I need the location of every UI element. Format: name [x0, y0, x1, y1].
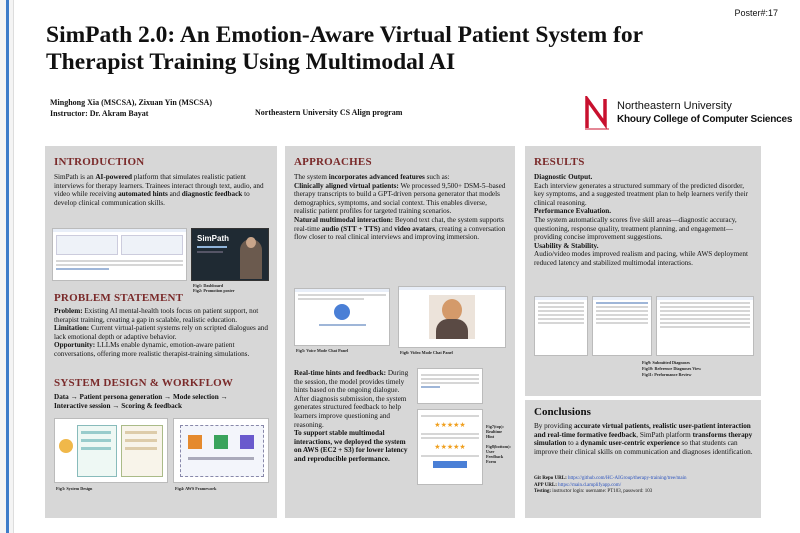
logo-line-1: Northeastern University	[617, 100, 732, 112]
fig4-caption: Fig4: AWS Framework	[175, 486, 217, 491]
blue-accent-strip	[6, 0, 9, 533]
conclusions-heading: Conclusions	[534, 406, 591, 418]
git-repo-link[interactable]: https://github.com/HC-AIGroup/therapy-training/tree/main	[568, 476, 687, 481]
fig8-caption: Fig8(bottom): User Feedback Form	[486, 444, 511, 464]
program-name: Northeastern University CS Align program	[255, 108, 403, 117]
promo-title: SimPath	[197, 234, 230, 243]
promotion-poster-image	[191, 228, 269, 281]
links-block: Git Repo URL: https://github.com/HC-AIGroup/therapy-training/tree/main APP URL: https://main.d.amplifyapp.com/ Testing: instructor login: username: PT103, password: 103	[534, 476, 687, 494]
video-mode-screenshot	[398, 286, 506, 348]
submitted-diagnoses-screenshot	[534, 296, 588, 356]
fig2-caption: Fig2: Promotion poster	[193, 288, 235, 293]
poster-title	[46, 22, 746, 76]
authors-block	[50, 97, 212, 119]
left-column-panel	[45, 146, 277, 518]
system-design-diagram	[54, 418, 168, 483]
fig6-caption: Fig6: Video Mode Chat Panel	[400, 350, 453, 355]
voice-mode-screenshot	[294, 288, 390, 346]
left-edge-bar	[0, 0, 14, 533]
conclusions-panel	[525, 400, 761, 518]
approaches-heading: APPROACHES	[294, 156, 372, 168]
approaches-text: The system incorporates advanced features such as: Clinically aligned virtual patients: We processed 9,500+ DSM-5–based therapy transcripts to build a GPT-driven persona generator that models demographics, symptoms, and social context. This enables diverse, realistic patient profiles for targeted training scenarios. Natural multimodal interaction: Beyond text chat, the system supports real-time audio (STT + TTS) and video avatars, creating a conversation flow closer to real clinical interviews and improving immersion.	[294, 173, 506, 242]
dashboard-screenshot	[52, 228, 187, 281]
fig5-caption: Fig5: Voice Mode Chat Panel	[296, 348, 349, 353]
university-logo	[585, 96, 793, 132]
fig3-caption: Fig3: System Design	[56, 486, 93, 491]
app-link[interactable]: https://main.d.amplifyapp.com/	[558, 482, 622, 488]
intro-text: SimPath is an AI-powered platform that simulates realistic patient interviews for therapy learners. Trainees interact through text, audio, and video while receiving automated hints and diagnostic feedback to develop clinical communication skills.	[54, 173, 264, 207]
performance-review-screenshot	[656, 296, 754, 356]
results-text: Diagnostic Output. Each interview generates a structured summary of the predicted disorder, key symptoms, and a suggested treatment plan to help learners verify their clinical reasoning. Performance Evaluation. The system automatically scores five skill areas—diagnostic accuracy, questioning, response quality, treatment planning, and engagement—providing concise improvement suggestions. Usability & Stability. Audio/video modes improved realism and pacing, while AWS deployment reduced latency and stabilized multimodal interactions.	[534, 173, 749, 267]
fig1-caption: Fig1: Dashboard	[193, 283, 224, 288]
fig10-caption: Fig10: Reference Diagnoses View	[642, 366, 702, 371]
problem-heading: PROBLEM STATEMENT	[54, 292, 184, 304]
poster-number: Poster#:17	[734, 8, 778, 18]
aws-framework-diagram	[173, 418, 269, 483]
feedback-form-screenshot: ★★★★★ ★★★★★	[417, 409, 483, 485]
title-line-2: Therapist Training Using Multimodal AI	[46, 49, 456, 75]
reference-diagnoses-screenshot	[592, 296, 652, 356]
logo-line-2: Khoury College of Computer Sciences	[617, 114, 793, 125]
title-line-1: SimPath 2.0: An Emotion-Aware Virtual Patient System for	[46, 22, 644, 48]
middle-column-panel	[285, 146, 515, 518]
instructor-line: Instructor: Dr. Akram Bayat	[50, 109, 149, 118]
fig9-caption: Fig9: Submitted Diagnoses	[642, 360, 690, 365]
northeastern-n-icon	[585, 96, 611, 130]
results-panel	[525, 146, 761, 396]
intro-heading: INTRODUCTION	[54, 156, 145, 168]
design-heading: SYSTEM DESIGN & WORKFLOW	[54, 377, 234, 389]
realtime-hint-screenshot	[417, 368, 483, 404]
authors-line: Minghong Xia (MSCSA), Zixuan Yin (MSCSA)	[50, 98, 213, 107]
workflow-text: Data → Patient persona generation → Mode selection → Interactive session → Scoring & feedback	[54, 393, 228, 410]
results-heading: RESULTS	[534, 156, 585, 168]
conclusions-text: By providing accurate virtual patients, realistic user-patient interaction and real-time formative feedback, SimPath platform transforms therapy simulation to a dynamic user-centric experience so that students can improve their clinical skills on communication and diagnoses identification.	[534, 422, 753, 456]
fig7-caption: Fig7(top): Realtime Hint	[486, 424, 504, 439]
realtime-text: Real-time hints and feedback: During the session, the model provides timely hints based on the ongoing dialogue. After diagnosis submission, the system generates structured feedback to help learners improve questioning and reasoning. To support stable multimodal interactions, we deployed the system on AWS (EC2 + S3) for lower latency and reproducible performance.	[294, 369, 409, 463]
problem-text: Problem: Existing AI mental-health tools focus on patient support, not therapist training, creating a gap in scalable, realistic education. Limitation: Current virtual-patient systems rely on scripted dialogues and lack emotional depth or adaptive behavior. Opportunity: LLLMs enable dynamic, emotion-aware patient conversations, offering more realistic therapist-training simulations.	[54, 307, 268, 358]
fig11-caption: Fig11: Performance Review	[642, 372, 692, 377]
